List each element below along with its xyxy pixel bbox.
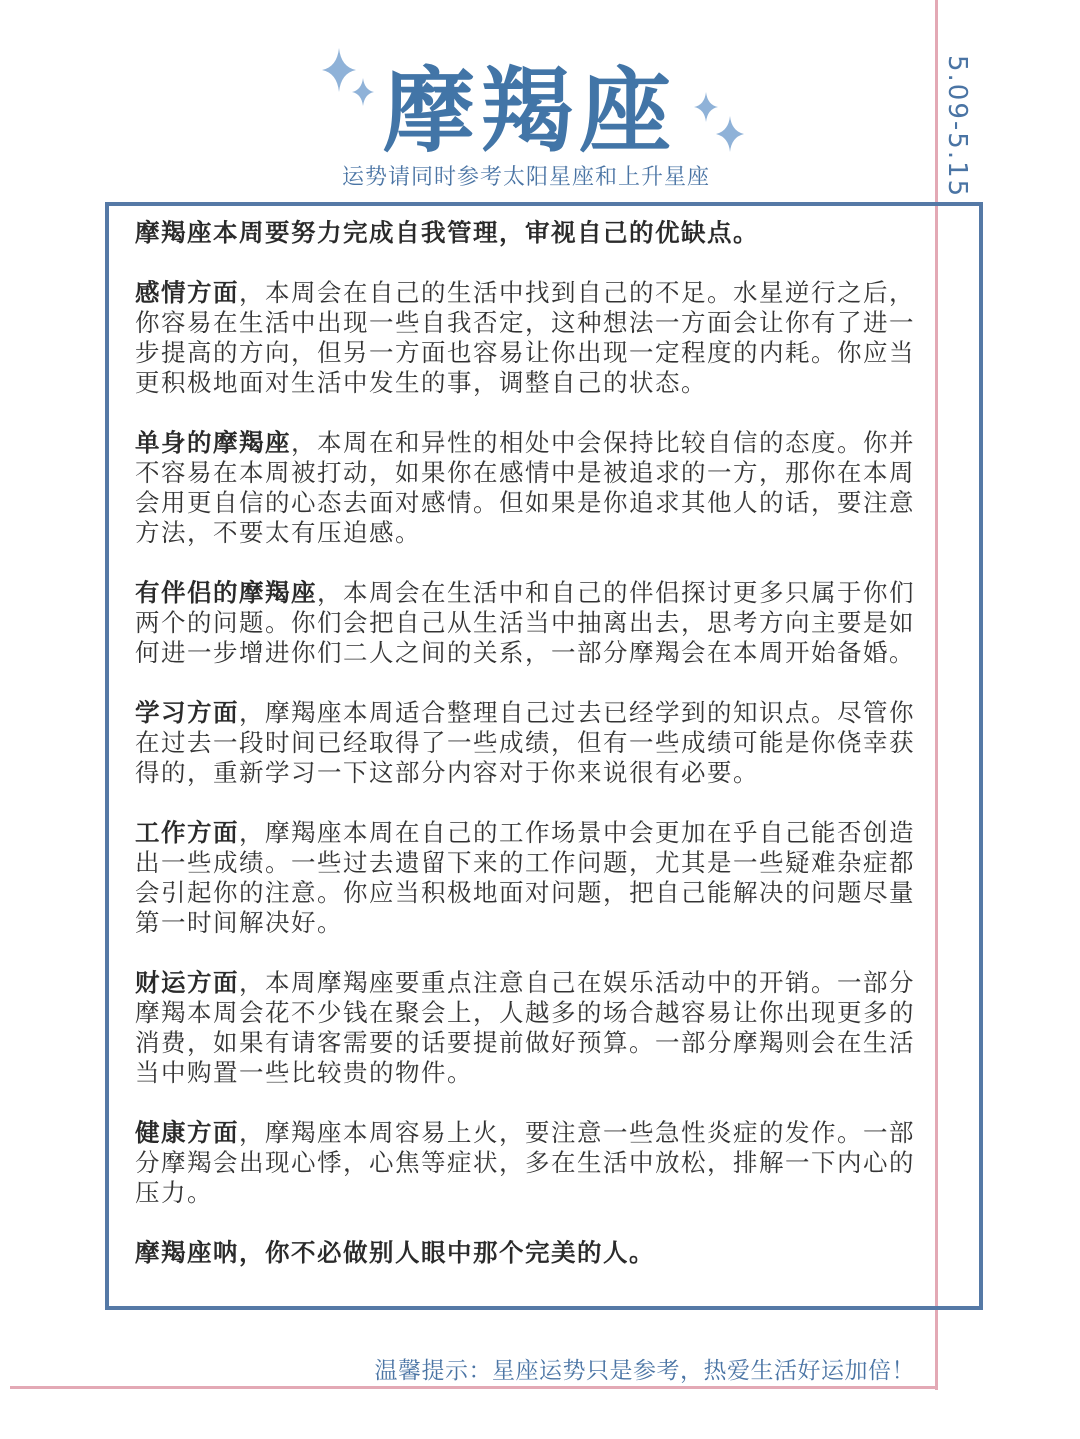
section-wealth	[135, 968, 915, 1088]
section-text: ，摩羯座本周容易上火，要注意一些急性炎症的发作。一部分摩羯会出现心悸，心焦等症状，多在生活中放松，排解一下内心的压力。	[135, 1118, 915, 1207]
section-heading: 单身的摩羯座	[135, 428, 291, 457]
section-study	[135, 698, 915, 788]
intro-paragraph	[135, 218, 915, 248]
footer-tip: 温馨提示：星座运势只是参考，热爱生活好运加倍！	[374, 1358, 915, 1384]
section-heading: 学习方面	[135, 698, 239, 727]
section-heading: 感情方面	[135, 278, 239, 307]
section-heading: 财运方面	[135, 968, 239, 997]
section-heading: 健康方面	[135, 1118, 239, 1147]
section-text: ，摩羯座本周适合整理自己过去已经学到的知识点。尽管你在过去一段时间已经取得了一些成绩，但有一些成绩可能是你侥幸获得的，重新学习一下这部分内容对于你来说很有必要。	[135, 698, 915, 787]
pink-horizontal-line	[10, 1386, 938, 1389]
section-heading: 有伴侣的摩羯座	[135, 578, 317, 607]
section-health	[135, 1118, 915, 1208]
date-range: 5.09-5.15	[942, 55, 972, 199]
section-work	[135, 818, 915, 938]
section-text: ，本周在和异性的相处中会保持比较自信的态度。你并不容易在本周被打动，如果你在感情中是被追求的一方，那你在本周会用更自信的心态去面对感情。但如果是你追求其他人的话，要注意方法，不要太有压迫感。	[135, 428, 915, 547]
section-love	[135, 278, 915, 398]
closing-text: 摩羯座呐，你不必做别人眼中那个完美的人。	[135, 1238, 655, 1267]
section-heading: 工作方面	[135, 818, 239, 847]
section-text: ，本周会在生活中和自己的伴侣探讨更多只属于你们两个的问题。你们会把自己从生活当中抽离出去，思考方向主要是如何进一步增进你们二人之间的关系，一部分摩羯会在本周开始备婚。	[135, 578, 915, 667]
closing-paragraph	[135, 1238, 915, 1268]
section-text: ，本周摩羯座要重点注意自己在娱乐活动中的开销。一部分摩羯本周会花不少钱在聚会上，人越多的场合越容易让你出现更多的消费，如果有请客需要的话要提前做好预算。一部分摩羯则会在生活当中购置一些比较贵的物件。	[135, 968, 915, 1087]
intro-text: 摩羯座本周要努力完成自我管理，审视自己的优缺点。	[135, 218, 759, 247]
section-partnered	[135, 578, 915, 668]
horoscope-content	[135, 218, 915, 1298]
subtitle: 运势请同时参考太阳星座和上升星座	[341, 165, 710, 190]
section-text: ，本周会在自己的生活中找到自己的不足。水星逆行之后，你容易在生活中出现一些自我否定，这种想法一方面会让你有了进一步提高的方向，但另一方面也容易让你出现一定程度的内耗。你应当更积极地面对生活中发生的事，调整自己的状态。	[135, 278, 915, 397]
page-title	[0, 38, 1080, 170]
page-title-text: 摩羯座	[382, 58, 677, 165]
section-text: ，摩羯座本周在自己的工作场景中会更加在乎自己能否创造出一些成绩。一些过去遗留下来的工作问题，尤其是一些疑难杂症都会引起你的注意。你应当积极地面对问题，把自己能解决的问题尽量第一时间解决好。	[135, 818, 915, 937]
section-single	[135, 428, 915, 548]
